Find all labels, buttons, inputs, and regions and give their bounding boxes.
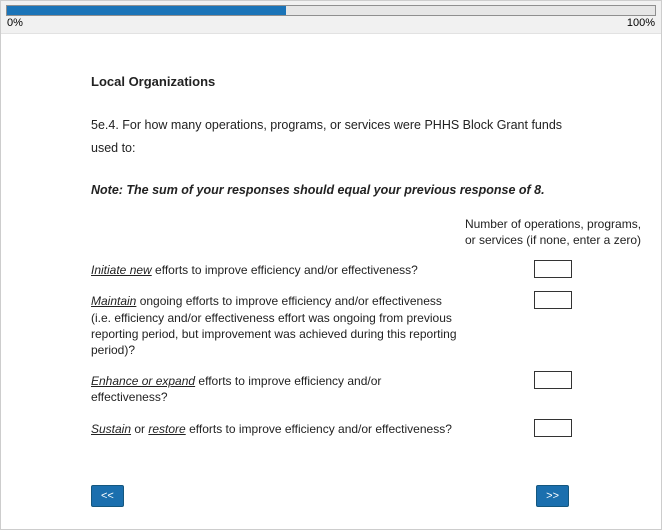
question-row-initiate — [91, 260, 651, 278]
input-cell-enhance — [459, 371, 647, 389]
next-button[interactable]: >> — [536, 485, 569, 507]
progress-label-left: 0% — [7, 17, 23, 29]
question-segment: Sustain — [91, 421, 132, 436]
column-header-row — [91, 217, 651, 248]
note-text: Note: The sum of your responses should equal your previous response of 8. — [91, 183, 545, 197]
question-row-maintain — [91, 291, 651, 358]
column-header-cell — [459, 217, 647, 248]
progress-bar — [6, 5, 656, 16]
progress-labels — [6, 16, 656, 32]
question-segment: efforts to improve efficiency and/or effectiveness? — [185, 421, 452, 436]
operations-input-initiate[interactable] — [534, 260, 572, 278]
question-segment: Maintain — [91, 294, 137, 309]
section-title: Local Organizations — [91, 74, 216, 89]
question-intro: 5e.4. For how many operations, programs, or services were PHHS Block Grant funds used to: — [91, 118, 563, 155]
question-segment: Initiate new — [91, 263, 152, 278]
question-text-enhance — [91, 371, 459, 405]
question-text-sustain — [91, 419, 459, 437]
progress-area — [1, 1, 661, 34]
back-button[interactable]: << — [91, 485, 124, 507]
question-text-maintain — [91, 291, 459, 358]
input-cell-initiate — [459, 260, 647, 278]
column-header: Number of operations, programs, or services (if none, enter a zero) — [464, 217, 642, 247]
column-header-spacer — [91, 217, 459, 219]
question-segment: ongoing efforts to improve efficiency and/or effectiveness (i.e. efficiency and/or effectiveness effort was ongoing from previous reporting period, but improvement was achieved during this reporting period)? — [91, 294, 457, 357]
input-cell-sustain — [459, 419, 647, 437]
navigation-row — [91, 485, 569, 507]
survey-content — [1, 34, 661, 437]
question-row-enhance — [91, 371, 651, 405]
operations-input-enhance[interactable] — [534, 371, 572, 389]
question-segment: efforts to improve efficiency and/or effectiveness? — [151, 263, 418, 278]
question-segment: Enhance or expand — [91, 374, 196, 389]
operations-input-sustain[interactable] — [534, 419, 572, 437]
question-segment: efforts to improve efficiency and/or effectiveness? — [91, 374, 382, 405]
question-table — [91, 217, 651, 437]
progress-label-right: 100% — [626, 17, 655, 29]
progress-fill — [7, 6, 286, 15]
question-text-initiate — [91, 260, 459, 278]
operations-input-maintain[interactable] — [534, 291, 572, 309]
question-segment: restore — [148, 421, 186, 436]
question-row-sustain — [91, 419, 651, 437]
question-segment: or — [131, 421, 149, 436]
input-cell-maintain — [459, 291, 647, 309]
